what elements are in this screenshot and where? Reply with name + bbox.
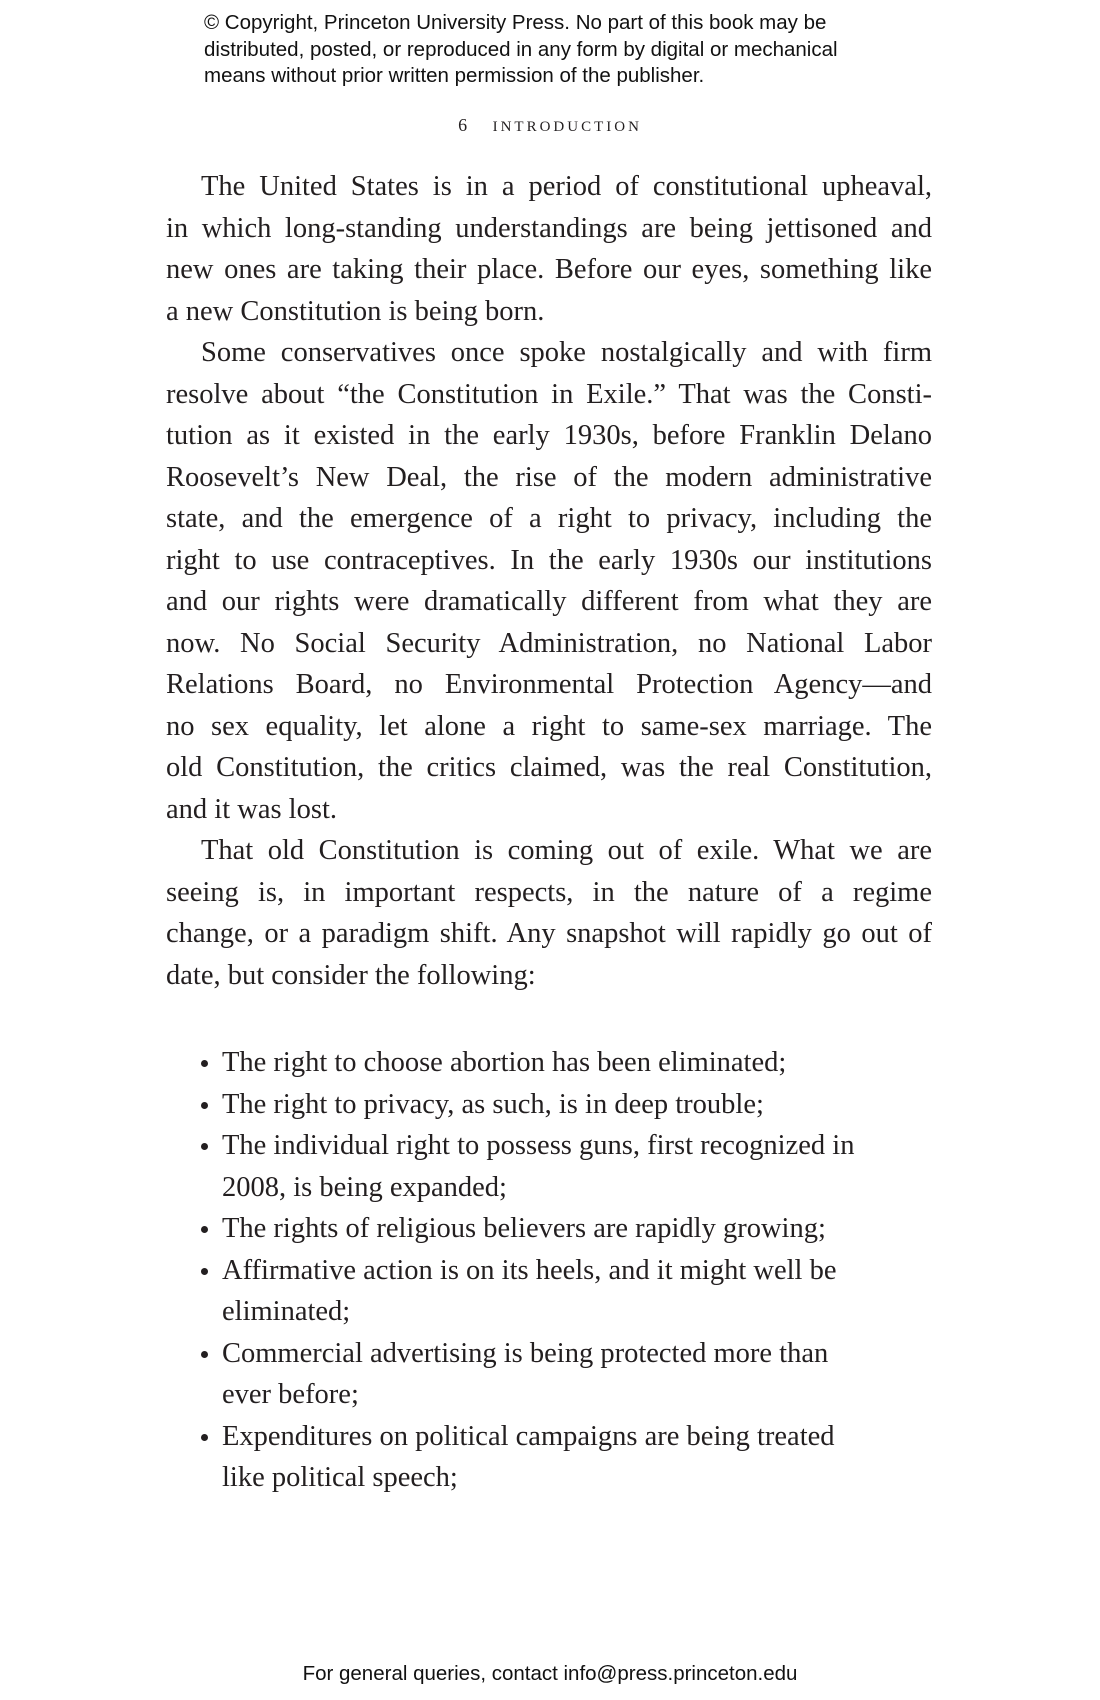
- bullet-text: Commercial advertising is being protected more than: [222, 1337, 829, 1369]
- text-line: right to use contraceptives. In the early 1930s our institutions: [166, 544, 932, 576]
- text-line: resolve about “the Constitution in Exile.” That was the Consti-: [166, 378, 932, 410]
- bullet-text: eliminated;: [222, 1296, 351, 1327]
- text-line: Some conservatives once spoke nostalgically and with firm: [201, 337, 932, 368]
- bullet-item: [198, 1416, 932, 1499]
- bullet-icon: [201, 1351, 208, 1358]
- bullet-icon: [201, 1434, 208, 1441]
- bullet-text: Affirmative action is on its heels, and it might well be: [222, 1254, 837, 1286]
- text-line: tution as it existed in the early 1930s, before Franklin Delano: [166, 420, 932, 451]
- bullet-icon: [201, 1268, 208, 1275]
- chapter-title: introduction: [492, 112, 642, 136]
- body-text: [166, 166, 932, 996]
- text-line: date, but consider the following:: [166, 959, 536, 991]
- text-line: a new Constitution is being born.: [166, 295, 545, 327]
- bullet-item: [198, 1333, 932, 1416]
- text-line: The United States is in a period of constitutional upheaval,: [201, 171, 932, 202]
- bullet-text: Expenditures on political campaigns are being treated: [222, 1420, 835, 1452]
- bullet-text: like political speech;: [222, 1462, 458, 1493]
- copyright-line: © Copyright, Princeton University Press. No part of this book may be: [204, 11, 827, 34]
- text-line: old Constitution, the critics claimed, was the real Constitution,: [166, 752, 932, 783]
- bullet-item: [198, 1125, 932, 1208]
- bullet-item: [198, 1208, 932, 1250]
- bullet-item: [198, 1084, 932, 1126]
- paragraph: [166, 166, 932, 332]
- copyright-line: means without prior written permission of the publisher.: [204, 64, 705, 87]
- text-line: state, and the emergence of a right to privacy, including the: [166, 503, 932, 534]
- text-line: no sex equality, let alone a right to same-sex marriage. The: [166, 710, 932, 742]
- text-line: new ones are taking their place. Before our eyes, something like: [166, 254, 932, 285]
- bullet-text: The right to privacy, as such, is in deep trouble;: [222, 1088, 764, 1120]
- paragraph: [166, 332, 932, 830]
- text-line: Roosevelt’s New Deal, the rise of the modern administrative: [166, 461, 932, 493]
- text-line: Relations Board, no Environmental Protection Agency—and: [166, 669, 932, 700]
- copyright-line: distributed, posted, or reproduced in any form by digital or mechanical: [204, 37, 838, 61]
- bullet-list: [198, 1042, 932, 1499]
- page-number: 6: [458, 115, 468, 135]
- copyright-notice: [204, 10, 924, 90]
- bullet-icon: [201, 1060, 208, 1067]
- text-line: and our rights were dramatically different from what they are: [166, 586, 932, 617]
- text-line: and it was lost.: [166, 793, 337, 825]
- bullet-text: ever before;: [222, 1379, 359, 1410]
- bullet-icon: [201, 1143, 208, 1150]
- text-line: change, or a paradigm shift. Any snapshot will rapidly go out of: [166, 918, 932, 949]
- bullet-text: The right to choose abortion has been eliminated;: [222, 1047, 787, 1078]
- text-line: That old Constitution is coming out of exile. What we are: [201, 835, 932, 866]
- bullet-item: [198, 1042, 932, 1084]
- bullet-text: The individual right to possess guns, first recognized in: [222, 1130, 855, 1161]
- bullet-icon: [201, 1226, 208, 1233]
- bullet-icon: [201, 1102, 208, 1109]
- paragraph: [166, 830, 932, 996]
- running-head: [0, 112, 1100, 137]
- bullet-text: 2008, is being expanded;: [222, 1171, 507, 1203]
- text-line: now. No Social Security Administration, no National Labor: [166, 627, 932, 659]
- text-line: in which long-standing understandings are being jettisoned and: [166, 212, 932, 244]
- text-line: seeing is, in important respects, in the nature of a regime: [166, 876, 932, 908]
- bullet-text: The rights of religious believers are rapidly growing;: [222, 1213, 826, 1244]
- footer-contact: For general queries, contact info@press.princeton.edu: [302, 1662, 798, 1685]
- bullet-item: [198, 1250, 932, 1333]
